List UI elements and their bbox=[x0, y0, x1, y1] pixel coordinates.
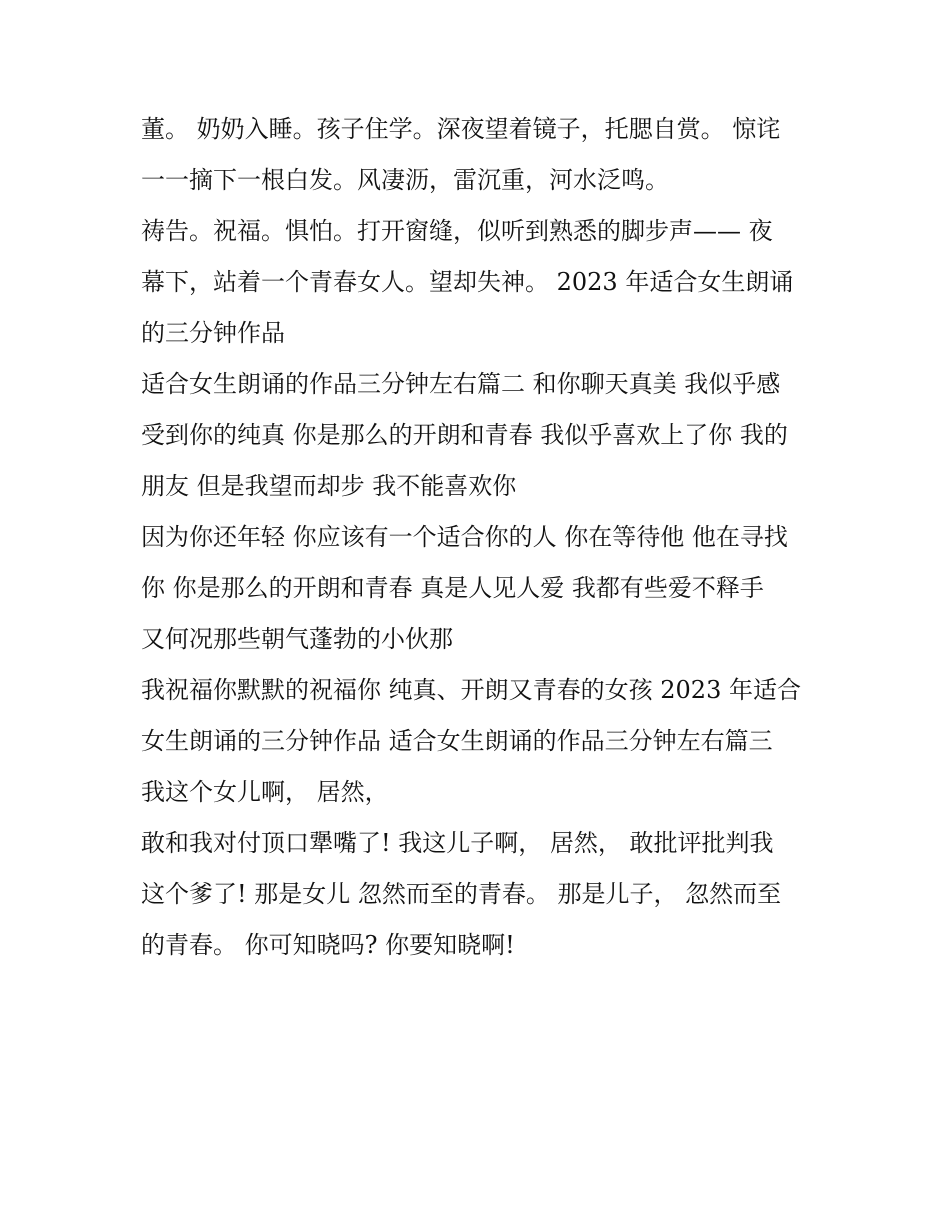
text-line: 祷告。祝福。惧怕。打开窗缝，似听到熟悉的脚步声—— 夜 bbox=[141, 217, 773, 245]
text-line: 的青春。 你可知晓吗? 你要知晓啊! bbox=[141, 931, 515, 959]
document-body bbox=[141, 104, 821, 971]
text-line: 又何况那些朝气蓬勃的小伙那 bbox=[141, 625, 453, 653]
text-line: 适合女生朗诵的作品三分钟左右篇二 和你聊天真美 我似乎感 bbox=[141, 370, 781, 398]
text-line: 女生朗诵的三分钟作品 适合女生朗诵的作品三分钟左右篇三 bbox=[141, 727, 773, 755]
text-line: 的三分钟作品 bbox=[141, 319, 285, 347]
text-line: 你 你是那么的开朗和青春 真是人见人爱 我都有些爱不释手 bbox=[141, 574, 764, 602]
text-line: 我这个女儿啊， 居然， bbox=[141, 778, 389, 806]
text-line: 敢和我对付顶口犟嘴了! 我这儿子啊， 居然， 敢批评批判我 bbox=[141, 829, 774, 857]
text-line: 董。 奶奶入睡。孩子住学。深夜望着镜子，托腮自赏。 惊诧 bbox=[141, 115, 781, 143]
text-line: 我祝福你默默的祝福你 纯真、开朗又青春的女孩 2023 年适合 bbox=[141, 676, 801, 704]
text-line: 因为你还年轻 你应该有一个适合你的人 你在等待他 他在寻找 bbox=[141, 523, 788, 551]
text-line: 幕下，站着一个青春女人。望却失神。 2023 年适合女生朗诵 bbox=[141, 268, 794, 296]
text-line: 这个爹了! 那是女儿 忽然而至的青春。 那是儿子， 忽然而至 bbox=[141, 880, 782, 908]
text-line: 朋友 但是我望而却步 我不能喜欢你 bbox=[141, 472, 517, 500]
text-line: 一一摘下一根白发。风凄沥，雷沉重，河水泛鸣。 bbox=[141, 166, 669, 194]
text-line: 受到你的纯真 你是那么的开朗和青春 我似乎喜欢上了你 我的 bbox=[141, 421, 788, 449]
